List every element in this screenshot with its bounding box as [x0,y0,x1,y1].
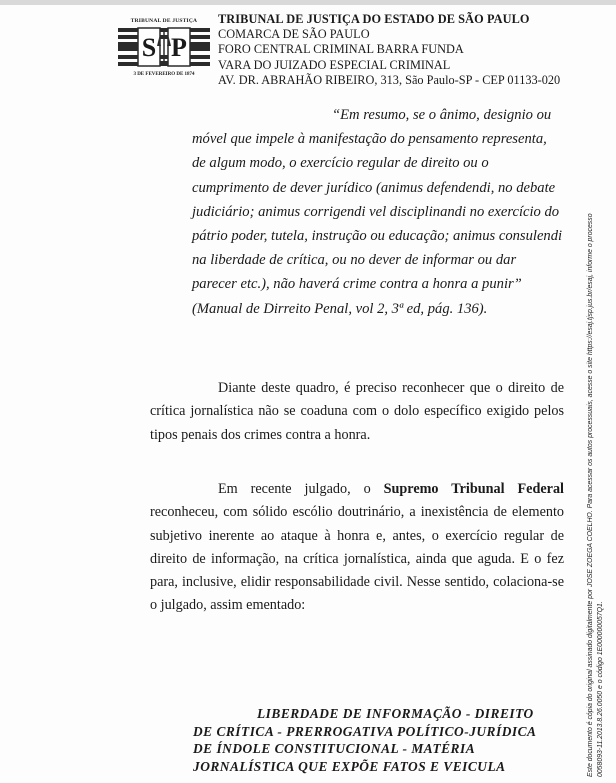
ementa-line: LIBERDADE DE INFORMAÇÃO - DIREITO [257,706,534,721]
side-note-line1: Este documento é cópia do original assinado digitalmente por JOSE ZOEGA COELHO. Para acessar os autos processuais, acesse o site https://esaj.tjsp.jus.br/esaj, informe o processo [587,213,594,777]
side-note-line2: 0058093-11.2013.8.26.0050 e o código 1E000000057Q1. [596,601,604,777]
paragraph-stf [150,478,564,618]
scan-edge [0,0,616,5]
court-seal [118,18,210,80]
address: AV. DR. ABRAHÃO RIBEIRO, 313, São Paulo-SP - CEP 01133-020 [218,72,561,87]
paragraph-text-before: Em recente julgado, o [218,481,384,497]
paragraph-text-after: reconheceu, com sólido escólio doutrinário, a inexistência de elemento subjetivo inerente ao ataque à honra e, antes, o exercício regular de direito de informação, na crítica jornalística, ainda que aguda. E o fez para, inclusive, elidir responsabilidade civil. Nesse sentido, colaciona-se o julgado, assim ementado: [150,504,564,614]
stf-name: Supremo Tribunal Federal [383,481,564,497]
ementa-line: DE ÍNDOLE CONSTITUCIONAL - MATÉRIA [193,741,476,757]
ementa-line: JORNALÍSTICA QUE EXPÕE FATOS E VEICULA [193,758,506,774]
quote-line: cumprimento de dever jurídico (animus defendendi, no debate [192,179,556,196]
court-name: TRIBUNAL DE JUSTIÇA DO ESTADO DE SÃO PAULO [218,12,530,26]
quote-line: de algum modo, o exercício regular de direito ou o [192,155,489,172]
seal-letter-p: P [171,33,187,62]
doctrine-quote [192,103,564,321]
quote-line: “Em resumo, se o ânimo, designio ou [332,107,552,123]
ementa-line: DE CRÍTICA - PRERROGATIVA POLÍTICO-JURÍDICA [193,723,537,739]
seal-bottom-text: 3 DE FEVEREIRO DE 1874 [133,72,195,77]
comarca: COMARCA DE SÃO PAULO [218,27,370,42]
seal-letter-s: S [141,33,157,62]
seal-top-text: TRIBUNAL DE JUSTIÇA [130,18,198,24]
foro: FORO CENTRAL CRIMINAL BARRA FUNDA [218,42,464,57]
paragraph-text: Diante deste quadro, é preciso reconhecer que o direito de crítica jornalística não se coaduna com o dolo específico exigido pelos tipos penais dos crimes contra a honra. [150,380,564,443]
quote-line: na liberdade de crítica, ou no dever de informar ou dar [192,252,517,269]
quote-line: móvel que impele à manifestação do pensamento representa, [192,131,547,148]
vara: VARA DO JUIZADO ESPECIAL CRIMINAL [218,57,451,72]
quote-line: parecer etc.), não haverá crime contra a honra a punir” [192,276,522,293]
seal-emblem-icon [118,26,210,72]
quote-line: judiciário; animus corrigendi vel disciplinandi no exercício do [192,203,560,220]
quote-line: pátrio poder, tutela, instrução ou educação; animus consulendi [192,228,563,245]
quote-citation: (Manual de Dirreito Penal, vol 2, 3ª ed, pág. 136). [192,300,488,317]
digital-signature-note [586,0,605,783]
letterhead [218,12,560,88]
ementa-block [193,705,565,775]
paragraph-critique [150,377,564,447]
